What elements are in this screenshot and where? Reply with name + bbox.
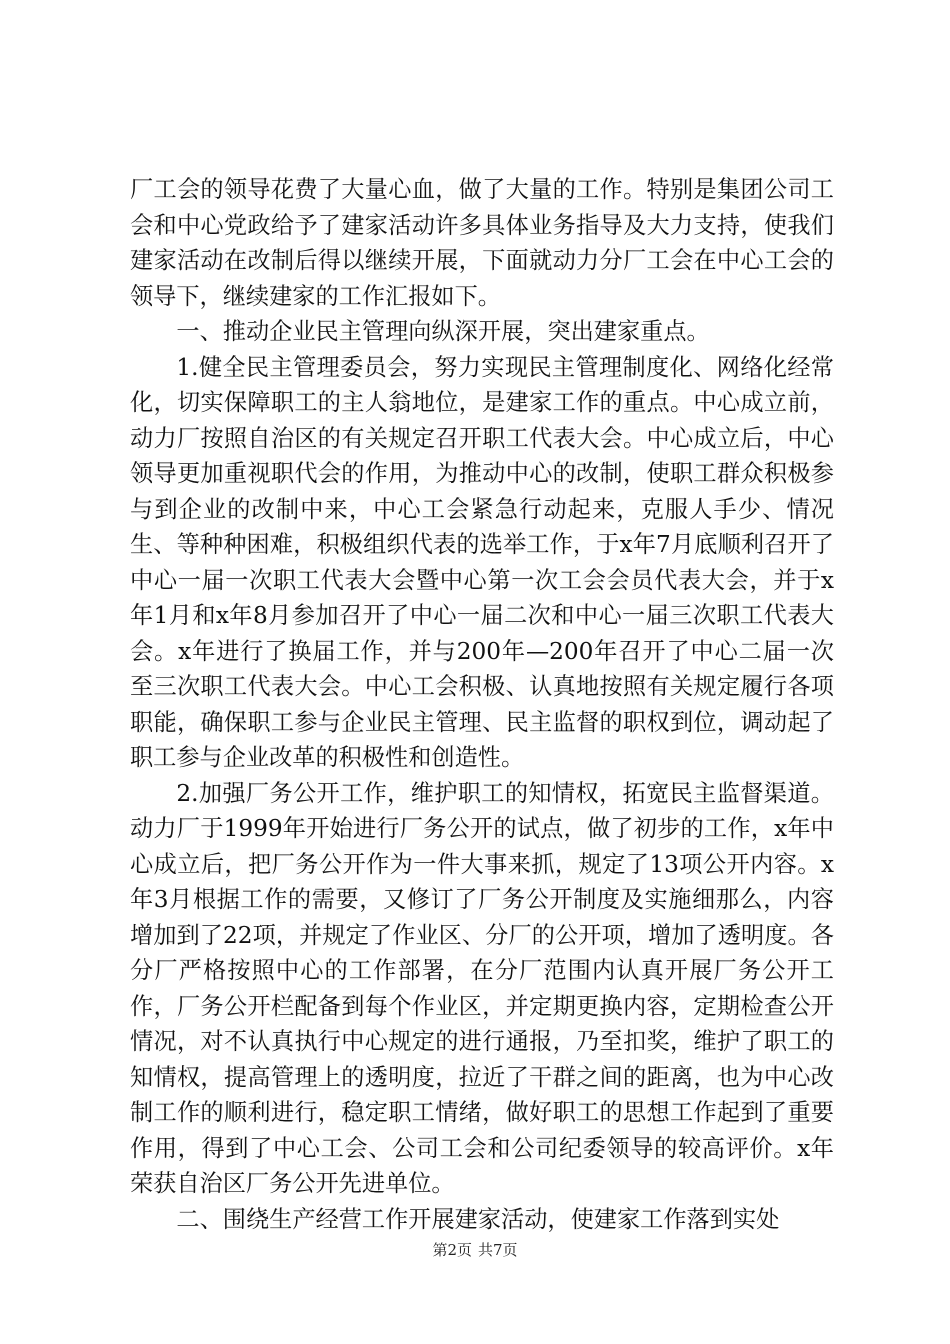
paragraph-continuation: 厂工会的领导花费了大量心血，做了大量的工作。特别是集团公司工会和中心党政给予了建家活动许多具体业务指导及大力支持，使我们建家活动在改制后得以继续开展，下面就动力分厂工会在中心工会的领导下，继续建家的工作汇报如下。 [130,176,834,310]
paragraph-item-2: 2.加强厂务公开工作，维护职工的知情权，拓宽民主监督渠道。动力厂于1999年开始进行厂务公开的试点，做了初步的工作，x年中心成立后，把厂务公开作为一件大事来抓，规定了13项公开内容。x年3月根据工作的需要，又修订了厂务公开制度及实施细那么，内容增加到了22项，并规定了作业区、分厂的公开项，增加了透明度。各分厂严格按照中心的工作部署，在分厂范围内认真开展厂务公开工作，厂务公开栏配备到每个作业区，并定期更换内容，定期检查公开情况，对不认真执行中心规定的进行通报，乃至扣奖，维护了职工的知情权，提高管理上的透明度，拉近了干群之间的距离，也为中心改制工作的顺利进行，稳定职工情绪，做好职工的思想工作起到了重要作用，得到了中心工会、公司工会和公司纪委领导的较高评价。x年荣获自治区厂务公开先进单位。 [130,779,834,1197]
document-body [130,172,834,1237]
paragraph-item-1: 1.健全民主管理委员会，努力实现民主管理制度化、网络化经常化，切实保障职工的主人翁地位，是建家工作的重点。中心成立前，动力厂按照自治区的有关规定召开职工代表大会。中心成立后，中心领导更加重视职代会的作用，为推动中心的改制，使职工群众积极参与到企业的改制中来，中心工会紧急行动起来，克服人手少、情况生、等种种困难，积极组织代表的选举工作，于x年7月底顺利召开了中心一届一次职工代表大会暨中心第一次工会会员代表大会，并于x年1月和x年8月参加召开了中心一届二次和中心一届三次职工代表大会。x年进行了换届工作，并与200年—200年召开了中心二届一次至三次职工代表大会。中心工会积极、认真地按照有关规定履行各项职能，确保职工参与企业民主管理、民主监督的职权到位，调动起了职工参与企业改革的积极性和创造性。 [130,353,834,771]
section-heading-1: 一、推动企业民主管理向纵深开展，突出建家重点。 [176,318,710,345]
page-footer [0,1240,950,1260]
section-heading-2: 二、围绕生产经营工作开展建家活动，使建家工作落到实处 [176,1205,780,1233]
page-total: 共7页 [478,1241,518,1259]
page-number: 第2页 [432,1241,472,1259]
